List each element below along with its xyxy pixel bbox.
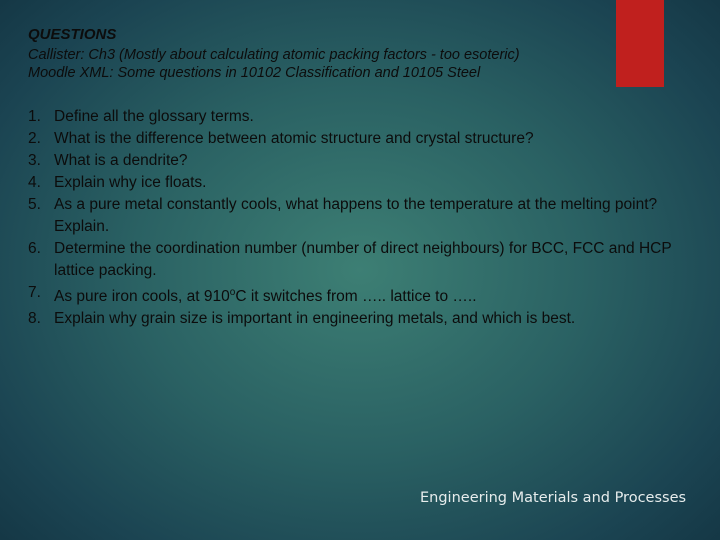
- header: [28, 26, 648, 82]
- page-title: QUESTIONS: [28, 26, 117, 43]
- question-text: Explain why ice floats.: [54, 174, 207, 191]
- question-text: [54, 282, 698, 308]
- question-text: As a pure metal constantly cools, what happens to the temperature at the melting point? Explain.: [54, 196, 658, 235]
- footer-course-name: Engineering Materials and Processes: [420, 490, 687, 506]
- question-text: Explain why grain size is important in engineering metals, and which is best.: [54, 310, 576, 328]
- reference-callister: Callister: Ch3 (Mostly about calculating atomic packing factors - too esoteric): [28, 47, 520, 63]
- question-number: 2.: [28, 130, 41, 147]
- list-item: [28, 128, 698, 150]
- question-text-part: As pure iron cools, at 910: [54, 288, 230, 306]
- question-number: 6.: [28, 240, 41, 257]
- list-item: [28, 150, 698, 172]
- question-number: 5.: [28, 196, 41, 213]
- question-number: 8.: [28, 310, 41, 328]
- question-list: [28, 106, 698, 330]
- question-number: 3.: [28, 152, 41, 169]
- question-number: 4.: [28, 174, 41, 191]
- question-text: Define all the glossary terms.: [54, 108, 254, 125]
- reference-moodle: Moodle XML: Some questions in 10102 Classification and 10105 Steel: [28, 65, 481, 81]
- list-item: [28, 308, 698, 330]
- list-item: [28, 282, 698, 308]
- question-text-part: C it switches from ….. lattice to …..: [235, 288, 477, 306]
- question-text: What is a dendrite?: [54, 152, 188, 169]
- question-number: 7.: [28, 284, 41, 301]
- question-text: What is the difference between atomic structure and crystal structure?: [54, 130, 534, 147]
- list-item: [28, 238, 698, 282]
- list-item: [28, 106, 698, 128]
- list-item: [28, 172, 698, 194]
- question-text: Determine the coordination number (number of direct neighbours) for BCC, FCC and HCP lattice packing.: [54, 240, 672, 279]
- list-item: [28, 194, 698, 238]
- degree-superscript: o: [229, 287, 236, 298]
- question-number: 1.: [28, 108, 41, 125]
